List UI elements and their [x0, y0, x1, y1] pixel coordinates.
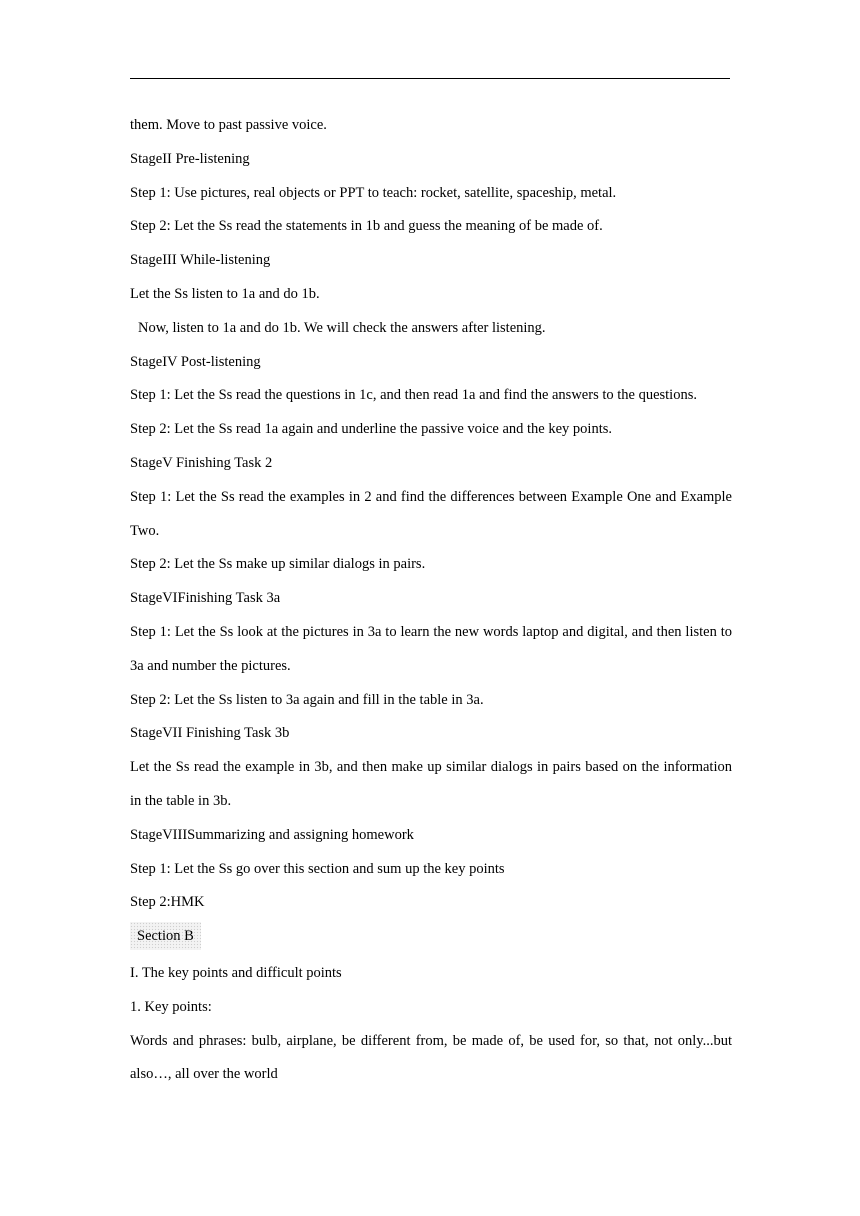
text-line: I. The key points and difficult points	[130, 964, 342, 981]
document-body	[130, 109, 732, 1092]
stage-heading: StageIV Post-listening	[130, 353, 261, 370]
text-line: Step 2: Let the Ss read 1a again and underline the passive voice and the key points.	[130, 421, 612, 438]
stage-heading: StageVII Finishing Task 3b	[130, 725, 290, 742]
text-line: them. Move to past passive voice.	[130, 117, 327, 133]
text-paragraph: Step 1: Let the Ss read the examples in 2 and find the differences between Example One and Example Two.	[130, 488, 732, 539]
text-line: 1. Key points:	[130, 998, 212, 1015]
text-line: Step 2: Let the Ss listen to 3a again and fill in the table in 3a.	[130, 691, 484, 708]
text-line: Now, listen to 1a and do 1b. We will check the answers after listening.	[138, 319, 546, 336]
stage-heading: StageVIFinishing Task 3a	[130, 590, 281, 607]
section-b-heading: Section B	[130, 922, 201, 950]
text-line: Let the Ss listen to 1a and do 1b.	[130, 285, 320, 302]
text-line: Step 1: Use pictures, real objects or PPT to teach: rocket, satellite, spaceship, metal.	[130, 184, 617, 201]
text-paragraph: Words and phrases: bulb, airplane, be different from, be made of, be used for, so that, not only...but also…, all over the world	[130, 1032, 732, 1083]
text-line: Step 2:HMK	[130, 894, 205, 911]
stage-heading: StageII Pre-listening	[130, 150, 250, 167]
text-paragraph: Let the Ss read the example in 3b, and then make up similar dialogs in pairs based on the information in the table in 3b.	[130, 759, 732, 809]
text-paragraph: Step 1: Let the Ss look at the pictures in 3a to learn the new words laptop and digital, and then listen to 3a and number the pictures.	[130, 623, 732, 674]
text-line: Step 2: Let the Ss make up similar dialogs in pairs.	[130, 556, 426, 573]
stage-heading: StageIII While-listening	[130, 252, 271, 269]
stage-heading: StageVIIISummarizing and assigning homework	[130, 826, 414, 843]
stage-heading: StageV Finishing Task 2	[130, 454, 273, 471]
text-line: Step 2: Let the Ss read the statements in 1b and guess the meaning of be made of.	[130, 218, 603, 235]
text-line: Step 1: Let the Ss go over this section and sum up the key points	[130, 860, 505, 877]
header-rule	[130, 78, 730, 79]
text-line: Step 1: Let the Ss read the questions in 1c, and then read 1a and find the answers to the questions.	[130, 387, 697, 404]
section-heading-wrapper	[130, 920, 732, 954]
